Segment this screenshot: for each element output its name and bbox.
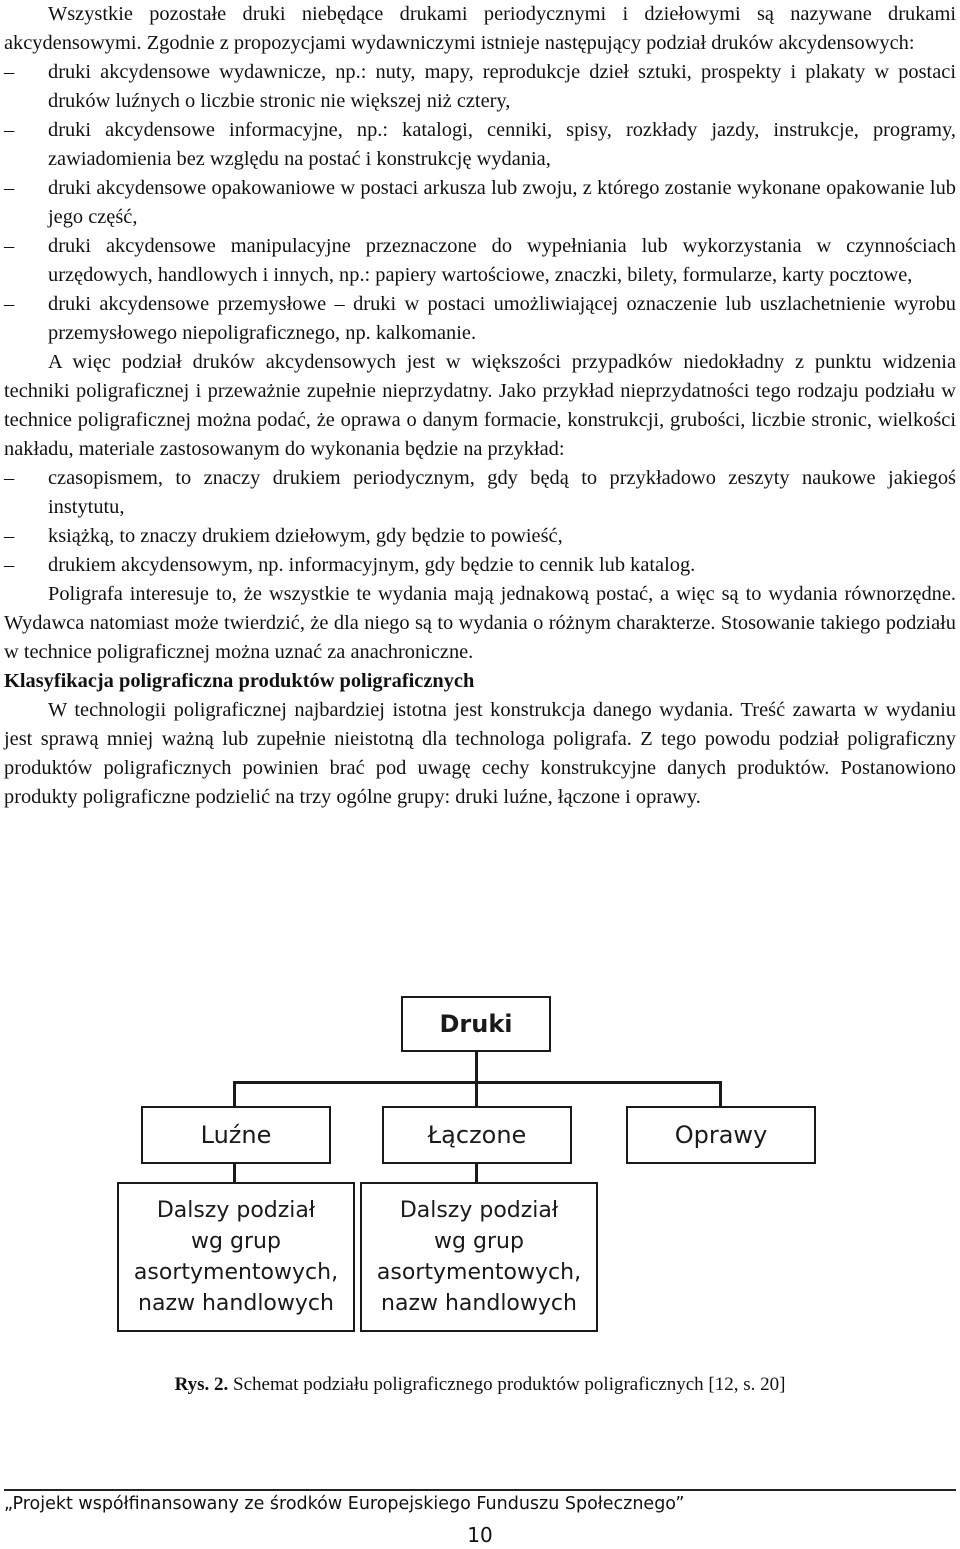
diagram-box-oprawy: Oprawy [626,1106,816,1164]
list-item [4,290,956,348]
connector-line [233,1164,236,1184]
subdivision-line: asortymentowych, [133,1260,339,1285]
diagram-box-subdivision-laczone [360,1182,598,1332]
diagram-root-box: Druki [401,996,551,1052]
list-item [4,174,956,232]
diagram-box-laczone: Łączone [382,1106,572,1164]
paragraph-poligraf: Poligrafa interesuje to, że wszystkie te wydania mają jednakową postać, a więc są to wydania równorzędne. Wydawca natomiast może twierdzić, że dla niego są to wydania o różnym charakterze. Stosowanie takiego podziału w technice poligraficznej można uznać za anachroniczne. [4,583,956,663]
list-item-text: druki akcydensowe wydawnicze, np.: nuty, mapy, reprodukcje dzieł sztuki, prospekty i plakaty w postaci druków luźnych o liczbie stronic nie większej niż cztery, [48,61,956,112]
page-number: 10 [467,1523,493,1547]
list-item-text: czasopismem, to znaczy drukiem periodycznym, gdy będą to przykładowo zeszyty naukowe jakiegoś instytutu, [48,467,956,518]
list-item-text: książką, to znaczy drukiem dziełowym, gdy będzie to powieść, [48,525,563,547]
list-item-text: druki akcydensowe informacyjne, np.: katalogi, cenniki, spisy, rozkłady jazdy, instrukcje, programy, zawiadomienia bez względu na postać i konstrukcję wydania, [48,119,956,170]
list-item [4,522,956,551]
dash-bullet: – [4,554,15,576]
connector-line [719,1081,722,1108]
list-item [4,551,956,580]
footer-divider [4,1489,956,1491]
list-item-text: druki akcydensowe opakowaniowe w postaci arkusza lub zwoju, z którego zostanie wykonane opakowanie lub jego część, [48,177,956,228]
section-heading: Klasyfikacja poligraficzna produktów poligraficznych [4,670,475,692]
list-item [4,58,956,116]
list-item [4,232,956,290]
subdivision-text [377,1195,581,1319]
body-text [4,0,956,812]
dash-bullet: – [4,525,15,547]
subdivision-line: nazw handlowych [381,1291,577,1316]
list-akcydensowe [4,58,956,348]
dash-bullet: – [4,293,15,315]
dash-bullet: – [4,61,15,83]
footer-text: „Projekt współfinansowany ze środków Europejskiego Funduszu Społecznego” [4,1494,685,1514]
list-item-text: drukiem akcydensowym, np. informacyjnym, gdy będzie to cennik lub katalog. [48,554,696,576]
subdivision-line: wg grup [434,1229,524,1254]
subdivision-line: wg grup [191,1229,281,1254]
paragraph-intro: Wszystkie pozostałe druki niebędące drukami periodycznymi i dziełowymi są nazywane drukami akcydensowymi. Zgodnie z propozycjami wydawniczymi istnieje następujący podział druków akcydensowych: [4,3,956,54]
figure-caption [0,1374,960,1396]
subdivision-line: Dalszy podział [156,1198,316,1223]
caption-text: Schemat podziału poligraficznego produktów poligraficznych [12, s. 20] [233,1374,786,1395]
diagram-box-luzne: Luźne [141,1106,331,1164]
dash-bullet: – [4,467,15,489]
connector-line [475,1164,478,1184]
dash-bullet: – [4,119,15,141]
classification-diagram [105,990,850,1345]
connector-line [233,1081,236,1108]
subdivision-line: asortymentowych, [376,1260,582,1285]
list-item-text: druki akcydensowe manipulacyjne przeznaczone do wypełniania lub wykorzystania w czynnościach urzędowych, handlowych i innych, np.: papiery wartościowe, znaczki, bilety, formularze, karty pocztowe, [48,235,956,286]
paragraph-technologia: W technologii poligraficznej najbardziej istotna jest konstrukcja danego wydania. Treść zawarta w wydaniu jest sprawą mniej ważną lub zupełnie nieistotną dla technologa poligrafa. Z tego powodu podział poligraficzny produktów poligraficznych powinien brać pod uwagę cechy konstrukcyjne danych produktów. Postanowiono produkty poligraficzne podzielić na trzy ogólne grupy: druki luźne, łączone i oprawy. [4,699,956,808]
list-item-text: druki akcydensowe przemysłowe – druki w postaci umożliwiającej oznaczenie lub uszlachetnienie wyrobu przemysłowego niepoligraficznego, np. kalkomanie. [48,293,956,344]
subdivision-line: nazw handlowych [138,1291,334,1316]
caption-label: Rys. 2. [174,1374,229,1395]
dash-bullet: – [4,235,15,257]
connector-line [475,1052,478,1082]
paragraph-podzial: A więc podział druków akcydensowych jest w większości przypadków niedokładny z punktu widzenia techniki poligraficznej i przeważnie zupełnie nieprzydatny. Jako przykład nieprzydatności tego rodzaju podziału w technice poligraficznej można podać, że oprawa o danym formacie, konstrukcji, grubości, liczbie stronic, wielkości nakładu, materiale zastosowanym do wykonania będzie na przykład: [4,351,956,460]
list-item [4,116,956,174]
subdivision-text [134,1195,338,1319]
diagram-box-subdivision-luzne [117,1182,355,1332]
list-przyklady [4,464,956,580]
list-item [4,464,956,522]
subdivision-line: Dalszy podział [399,1198,559,1223]
dash-bullet: – [4,177,15,199]
connector-line [475,1081,478,1108]
